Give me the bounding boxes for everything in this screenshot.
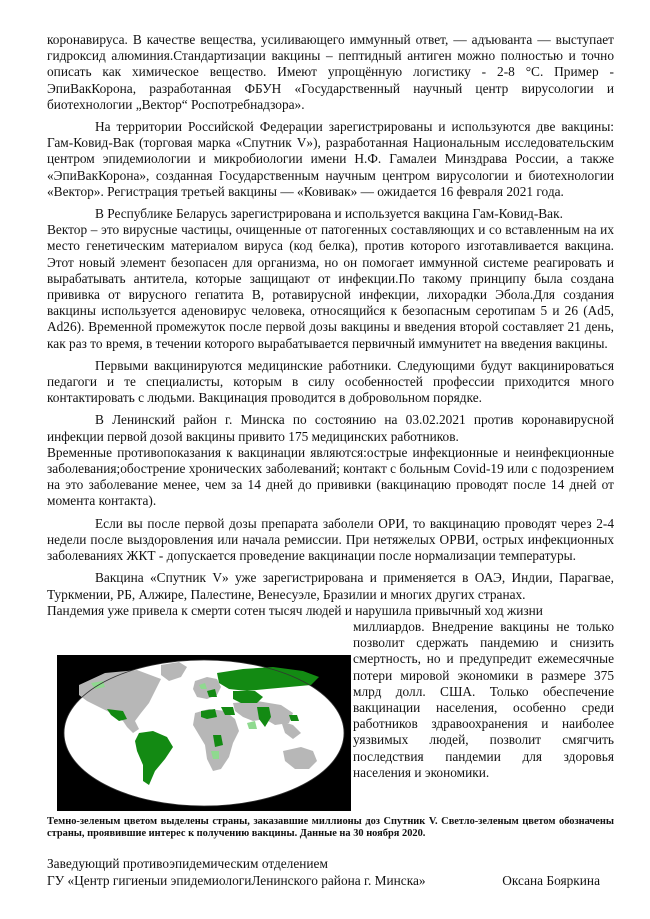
signature-name: Оксана Бояркина: [502, 872, 600, 888]
signature-block: [47, 856, 614, 889]
paragraph-economy: миллиардов. Внедрение вакцины не только позволит сдержать пандемию и снизить смертность, но и предупредит ежемесячные потери мировой экономики в размере 375 млрд долл. США. Только обеспечение вакцинации населения, особенно среди работников здравоохранения и наиболее уязвимых людей, позволит смягчить последствия пандемии для здоровья населения и экономики.: [353, 618, 614, 780]
world-map-figure: [57, 655, 351, 811]
paragraph-belarus: В Республике Беларусь зарегистрирована и используется вакцина Гам-Ковид-Вак.: [95, 206, 563, 222]
map-caption: Темно-зеленым цветом выделены страны, заказавшие миллионы доз Спутник V. Светло-зеленым цветом обозначены страны, проявившие интерес к получению вакцины. Данные на 30 ноября 2020.: [47, 816, 614, 839]
paragraph-vector: Вектор – это вирусные частицы, очищенные от патогенных составляющих и со вставленным на их место генетическим материалом вируса (код белка), против которого изготавливается вакцина. Этот новый элемент безопасен для организма, но он помогает иммунной системе реагировать и вырабатывать антитела, которые защищают от инфекции.По такому принципу была создана прививка от вирусного гепатита В, ротавирусной инфекции, лихорадки Эбола.Для создания вакцины используется аденовирус человека, относящийся к безопасным серотипам 5 и 26 (Ad5, Ad26). Временной промежуток после первой дозы вакцины и введения второй составляет 21 день, как раз то время, в течении которого вырабатывается первичный иммунитет на введения вакцины.: [47, 222, 614, 351]
signature-organization: ГУ «Центр гигиеныи эпидемиологиЛенинского района г. Минска»: [47, 872, 426, 888]
signature-position: Заведующий противоэпидемическим отделением: [47, 856, 328, 871]
paragraph-pandemic: Пандемия уже привела к смерти сотен тысяч людей и нарушила привычный ход жизни: [47, 602, 543, 618]
world-map-image: [57, 655, 351, 811]
paragraph-sputnik-countries: Вакцина «Спутник V» уже зарегистрирована и применяется в ОАЭ, Индии, Парагвае, Туркмении, РБ, Алжире, Палестине, Венесуэле, Бразилии и многих других странах.: [47, 570, 614, 602]
paragraph-priority: Первыми вакцинируются медицинские работники. Следующими будут вакцинироваться педагоги и те специалисты, которым в силу особенностей профессии приходится много контактировать с людьми. Вакцинация проводится в добровольном порядке.: [47, 357, 614, 406]
paragraph-ori: Если вы после первой дозы препарата заболели ОРИ, то вакцинацию проводят через 2-4 недели после выздоровления или начала ремиссии. При нетяжелых ОРВИ, острых инфекционных заболеваниях ЖКТ - допускается проведение вакцинации после нормализации температуры.: [47, 515, 614, 564]
paragraph-russia-vaccines: На территории Российской Федерации зарегистрированы и используются две вакцины: Гам-Ковид-Вак (торговая марка «Спутник V»), разработанная Национальным исследовательским центром эпидемиологии и микробиологии имени Н.Ф. Гамалеи Минздрава России, а также «ЭпиВакКорона», созданная Государственным научным центром вирусологии и биотехнологии «Вектор». Регистрация третьей вакцины — «Ковивак» — ожидается 16 февраля 2021 года.: [47, 119, 614, 199]
paragraph-adjuvant: коронавируса. В качестве вещества, усиливающего иммунный ответ, — адъюванта — выступает гидроксид алюминия.Стандартизации вакцины – пептидный антиген можно полностью и точно описать как химическое вещество. Имеют упрощённую логистику - 2-8 °С. Пример - ЭпиВакКорона, разработанная ФБУН «Государственный научный центр вирусологии и биотехнологии „Вектор“ Роспотребнадзора».: [47, 32, 614, 112]
paragraph-leninsky: В Ленинский район г. Минска по состоянию на 03.02.2021 против коронавирусной инфекции первой дозой вакцины привито 175 медицинских работников.: [47, 412, 614, 444]
paragraph-contraindications: Временные противопоказания к вакцинации являются:острые инфекционные и неинфекционные заболевания;обострение хронических заболеваний; контакт с больным Covid-19 или с подозрением на это заболевание менее, чем за 14 дней до прививки (вакцинацию проводят после 14 дней от момента контакта).: [47, 444, 615, 509]
